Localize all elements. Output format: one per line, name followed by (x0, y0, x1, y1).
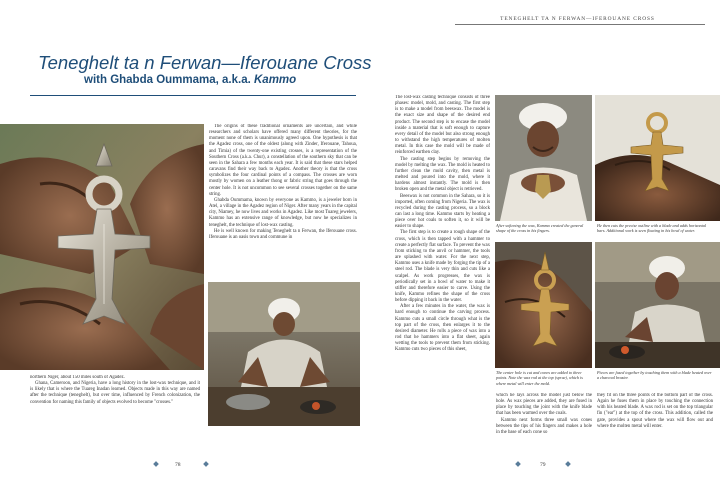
col1-paragraph-1: The origins of these traditional ornaments are uncertain, and while researchers and scholars have offered many different theories, for the moment none of them is unanimously agreed upon. One hypothesis is that the Agadez cross, one of the oldest (along with Zinder, Iferouane, Tahoua, and Timia) of the twenty-one existing crosses, is a representation of the Southern Cross (a.k.a. Chur), a constellation of the southern sky that can be seen in the Sahara a few months each year. It is said that these stars helped caravans find their way back to Agadez. Another theory is that the cross symbolizes the four cardinal points of a compass. The crosses are worn mostly by women on a leather thong or fabric string that goes through the center hole. It is not uncommon to see several crosses together on the same string. (209, 124, 357, 197)
article-title: Teneghelt ta n Ferwan—Iferouane Cross (38, 52, 372, 73)
text-column-3 (496, 393, 592, 451)
col2-paragraph-5: After a few minutes in the water, the wax is hard enough to continue the carving process. Kammo cuts a small circle through what is the top part of the cross, then enlarges it to the desired diameter. He rolls a piece of wax into a rod that he hammers into a flat sheet, again wetting the tools to prevent them from sticking. Kammo cuts two pieces of this sheet, (395, 304, 490, 353)
folio-left: 78 (175, 462, 181, 468)
subtitle-prefix: with Ghabda Oummama, a.k.a. (84, 74, 254, 86)
col3-paragraph-2: Kammo next forms three small wax cones between the tips of his fingers and makes a hole in the base of each cone so (496, 417, 592, 435)
caption-center-hole-cones: The center hole is cut and cones are added to three points. Note the wax rod at the top (sprue), which is where metal will enter the mold. (496, 370, 583, 386)
col2-paragraph-3: Beeswax is not common in the Sahara, so it is imported, often coming from Nigeria. The wax is recycled during the casting process, so a block can last a long time. Kammo starts by heating a piece over hot coals to soften it, so it will be easier to shape. (395, 193, 490, 230)
photo-center-hole-cones (495, 242, 592, 368)
ornament-diamond-left-1 (153, 461, 159, 467)
text-column-4 (597, 393, 713, 451)
text-column-0 (30, 375, 200, 435)
col1-paragraph-2: Ghabda Oummama, known by everyone as Kammo, is a jeweler born in Atel, a village in the Agadez region of Niger. After many years in the capital city, Niamey, he now lives and works in Agadez. Like most Tuareg jewelers, Kammo has an extensive range of knowledge, but now he specializes in teneghelt, the technique of lost-wax casting. (209, 197, 357, 228)
caption-fusing-at-brazier: Pieces are fused together by touching them with a blade heated over a charcoal brazier. (597, 370, 712, 381)
ornament-diamond-right-1 (515, 461, 521, 467)
col0-paragraph-1: northern Niger, about 150 miles south of Agadez. (30, 375, 125, 380)
caption-wax-cross-outline: He then cuts the precise outline with a blade and adds horizontal bars. Additional work is seen floating in his bowl of water. (597, 223, 707, 234)
ornament-diamond-right-2 (565, 461, 571, 467)
text-column-2 (395, 95, 490, 447)
photo-wax-cross-outline (595, 95, 720, 221)
col3-paragraph-1: which he lays across the model just below the hole. As wax pieces are added, they are fused in place by touching the joint with the knife blade that has been warmed over the coals. (496, 393, 592, 417)
photo-jeweler-at-work (208, 282, 360, 426)
subtitle-name: Kammo (254, 74, 297, 86)
col4-paragraph-1: they fit on the three points of the bottom part of the cross. Again he fuses them in place by touching the connection with his heated blade. A wax rod is set on the top triangular fin ("ear") at the top of the cross. This addition, called the gate, provides a spout where the wax will flow out and where the molten metal will enter. (597, 393, 713, 429)
photo-fusing-at-brazier (595, 242, 720, 368)
col2-paragraph-4: The first step is to create a rough shape of the cross, which is then tapped with a hammer to create a perfectly flat surface. To prevent the wax from sticking to the anvil or hammer, the tools are splashed with water. For the next step, Kammo uses a knife made by forging the tip of a steel rod. The blade is very thin and cuts like a scalpel. As work progresses, the wax is periodically set in a bowl of water to make it stiffer and therefore easier to carve. Using the knife, Kammo refines the shape of the cross before dipping it back in the water. (395, 230, 490, 304)
col2-paragraph-1: The lost-wax casting technique consists of three phases: model, mold, and casting. The first step is to make a model from beeswax. The model is the exact size and shape of the desired end product. The second step is to encase the model inside a material that is soft enough to capture every detail of the model but also strong enough to withstand the high temperatures of molten metal. In this case the mold will be made of reinforced earthen clay. (395, 95, 490, 156)
col0-paragraph-2: Ghana, Cameroon, and Nigeria, have a long history in the lost-wax technique, and it is likely that is where the Tuareg Inadan learned. Objects made in this way are named after the technique (teneghelt), but over time, influenced by French colonization, the convention for naming this family of objects evolved to become "crosses." (30, 381, 200, 405)
col2-paragraph-2: The casting step begins by removing the model by melting the wax. The mold is heated to further clean the mold cavity, then metal is melted and poured into the mold, where it hardens almost instantly. The mold is then broken open and the metal object is retrieved. (395, 156, 490, 193)
text-column-1 (209, 124, 357, 272)
running-head: TENEGHELT TA N FERWAN—IFEROUANE CROSS (500, 16, 655, 22)
photo-hands-holding-cross (0, 124, 204, 370)
caption-shaping-wax: After softening the wax, Kammo created the general shape of the cross in his fingers. (496, 223, 584, 234)
title-rule (30, 95, 356, 96)
ornament-diamond-left-2 (203, 461, 209, 467)
folio-right: 79 (540, 462, 546, 468)
col1-paragraph-3: He is well known for making Teneghelt ta n Ferwan, the Iferouane cross. Iferouane is an oasis town and commune in (209, 228, 357, 240)
running-head-rule (455, 24, 705, 25)
article-subtitle (84, 74, 296, 86)
photo-shaping-wax (495, 95, 592, 221)
